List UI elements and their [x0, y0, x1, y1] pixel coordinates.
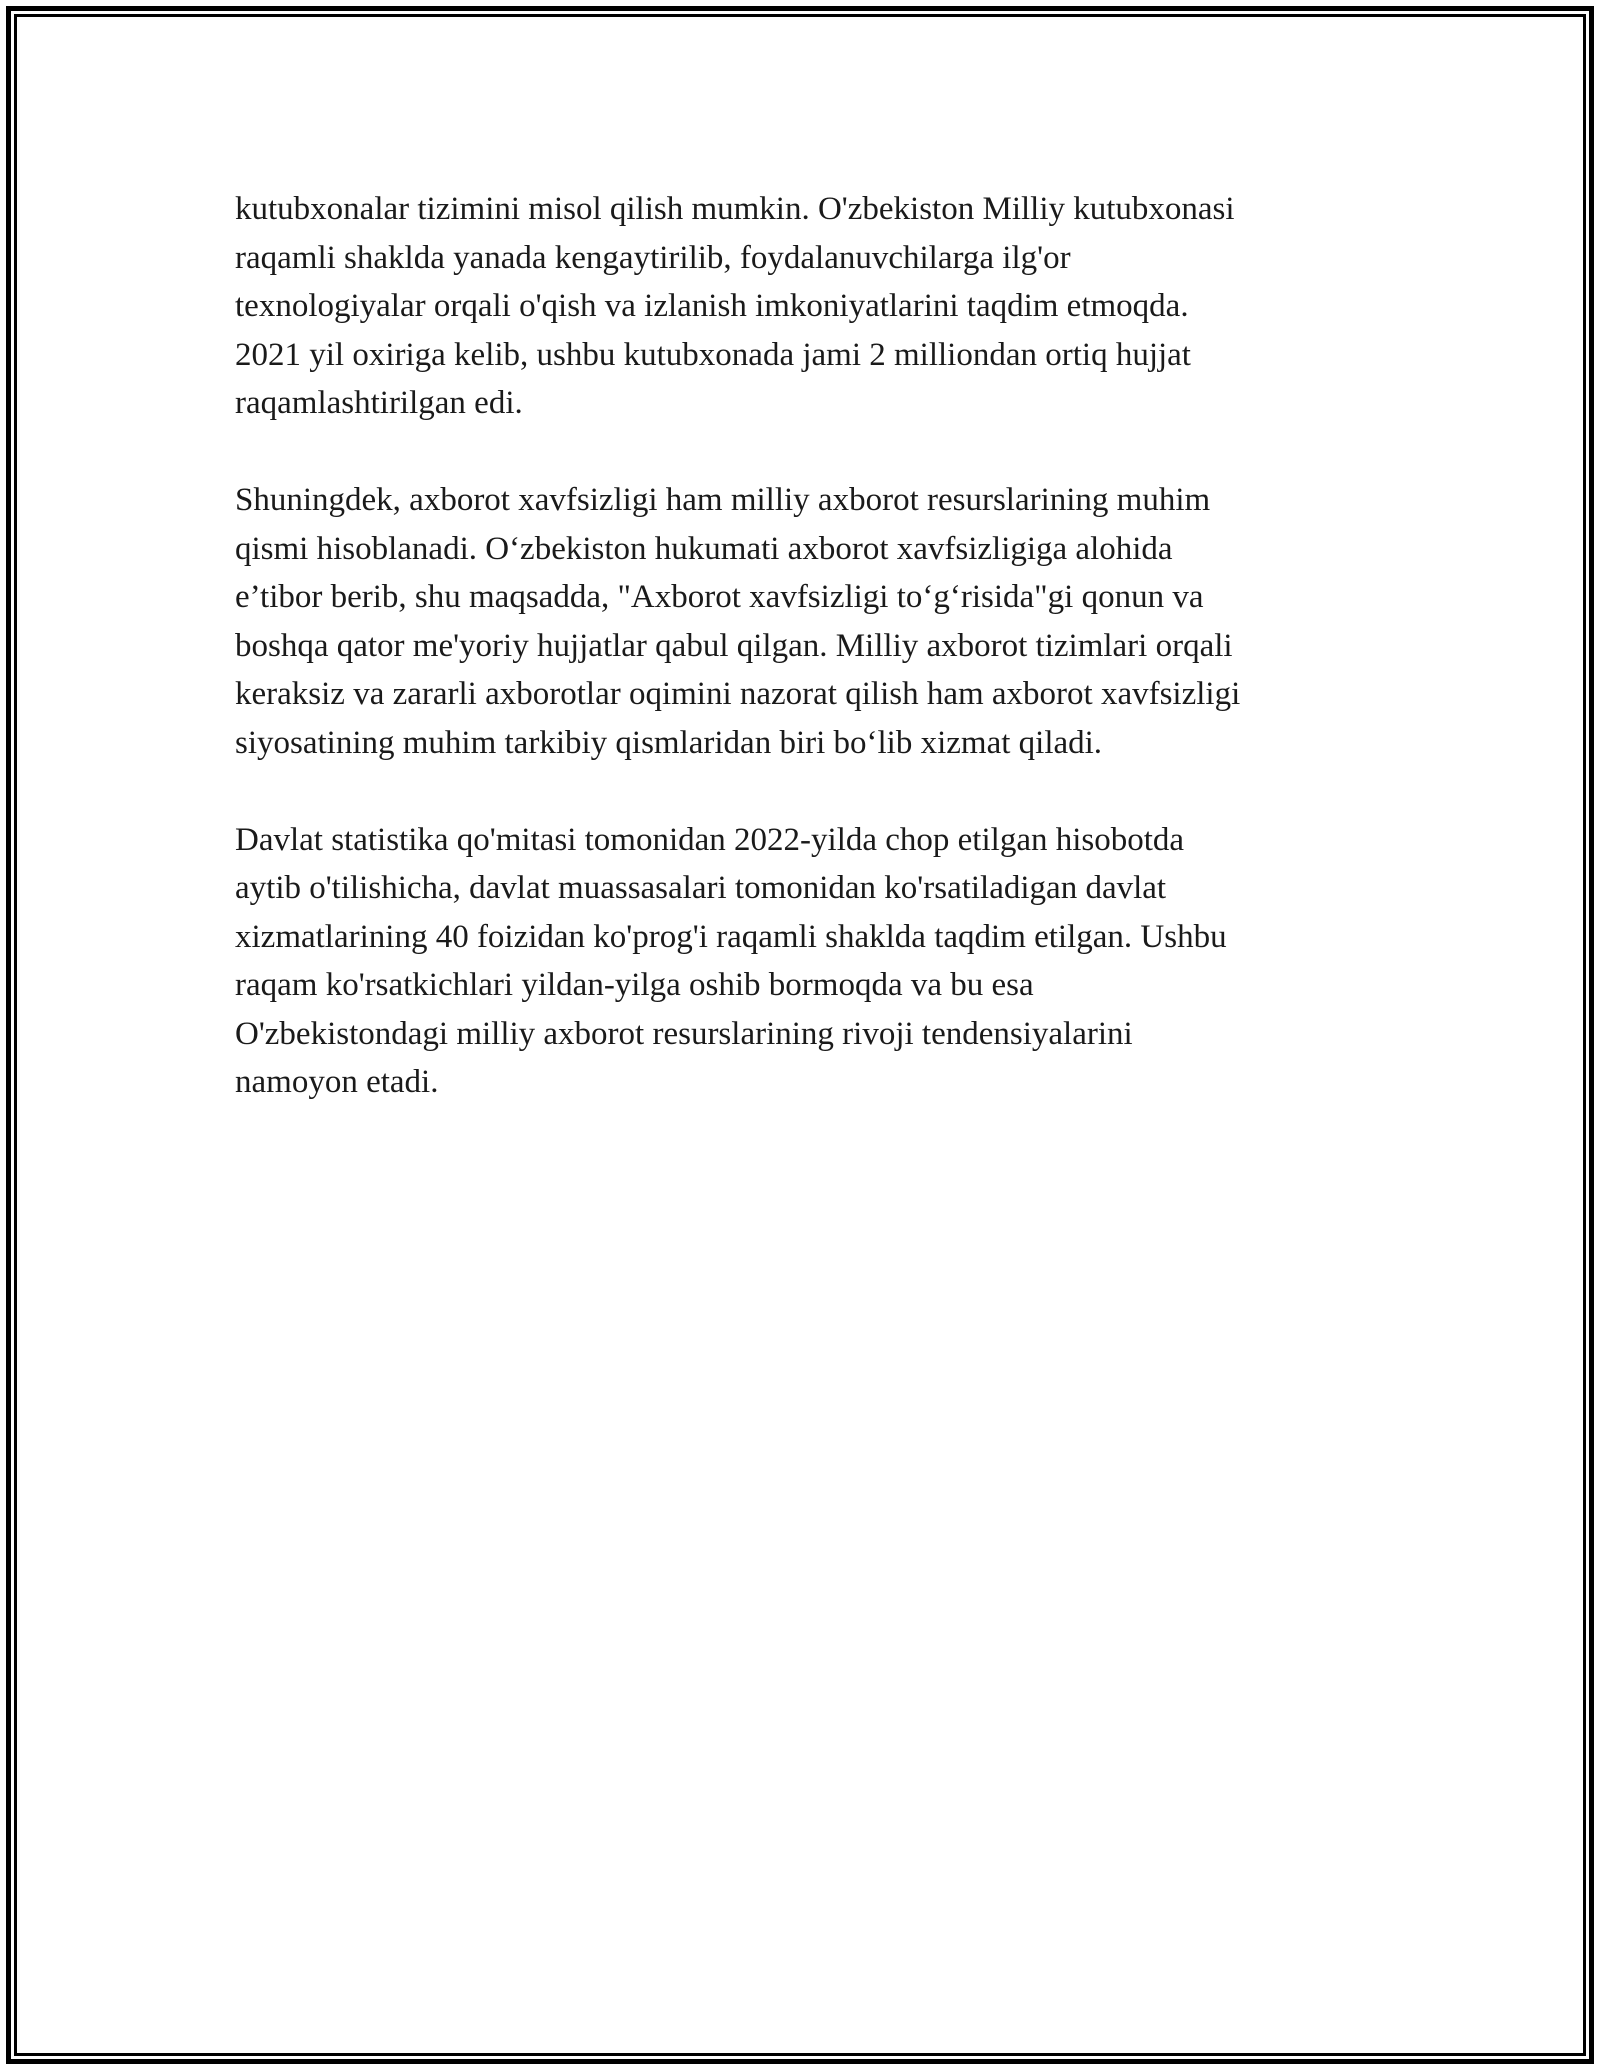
- text-line: aytib o'tilishicha, davlat muassasalari tomonidan ko'rsatiladigan davlat: [235, 870, 1167, 906]
- text-line: texnologiyalar orqali o'qish va izlanish imkoniyatlarini taqdim etmoqda.: [235, 288, 1189, 324]
- paragraph-information-security: [235, 476, 1375, 767]
- document-body: [235, 185, 1375, 1155]
- text-line: keraksiz va zararli axborotlar oqimini nazorat qilish ham axborot xavfsizligi: [235, 676, 1241, 712]
- text-line: raqamli shaklda yanada kengaytirilib, foydalanuvchilarga ilg'or: [235, 239, 1071, 276]
- text-line: raqamlashtirilgan edi.: [235, 385, 523, 421]
- text-line: xizmatlarining 40 foizidan ko'prog'i raqamli shaklda taqdim etilgan. Ushbu: [235, 918, 1227, 955]
- text-line: Davlat statistika qo'mitasi tomonidan 2022-yilda chop etilgan hisobotda: [235, 821, 1185, 858]
- text-line: siyosatining muhim tarkibiy qismlaridan biri bo‘lib xizmat qiladi.: [235, 724, 1103, 761]
- text-line: Shuningdek, axborot xavfsizligi ham milliy axborot resurslarining muhim: [235, 482, 1211, 518]
- text-line: namoyon etadi.: [235, 1064, 439, 1100]
- text-line: O'zbekistondagi milliy axborot resurslarining rivoji tendensiyalarini: [235, 1015, 1133, 1052]
- text-line: e’tibor berib, shu maqsadda, "Axborot xavfsizligi to‘g‘risida"gi qonun va: [235, 579, 1204, 615]
- text-line: raqam ko'rsatkichlari yildan-yilga oshib bormoqda va bu esa: [235, 967, 1034, 1003]
- paragraph-statistics: [235, 816, 1375, 1107]
- paragraph-library: [235, 185, 1375, 428]
- text-line: qismi hisoblanadi. O‘zbekiston hukumati axborot xavfsizligiga alohida: [235, 530, 1173, 567]
- text-line: kutubxonalar tizimini misol qilish mumkin. O'zbekiston Milliy kutubxonasi: [235, 191, 1235, 227]
- text-line: boshqa qator me'yoriy hujjatlar qabul qilgan. Milliy axborot tizimlari orqali: [235, 627, 1233, 664]
- text-line: 2021 yil oxiriga kelib, ushbu kutubxonada jami 2 milliondan ortiq hujjat: [235, 336, 1191, 373]
